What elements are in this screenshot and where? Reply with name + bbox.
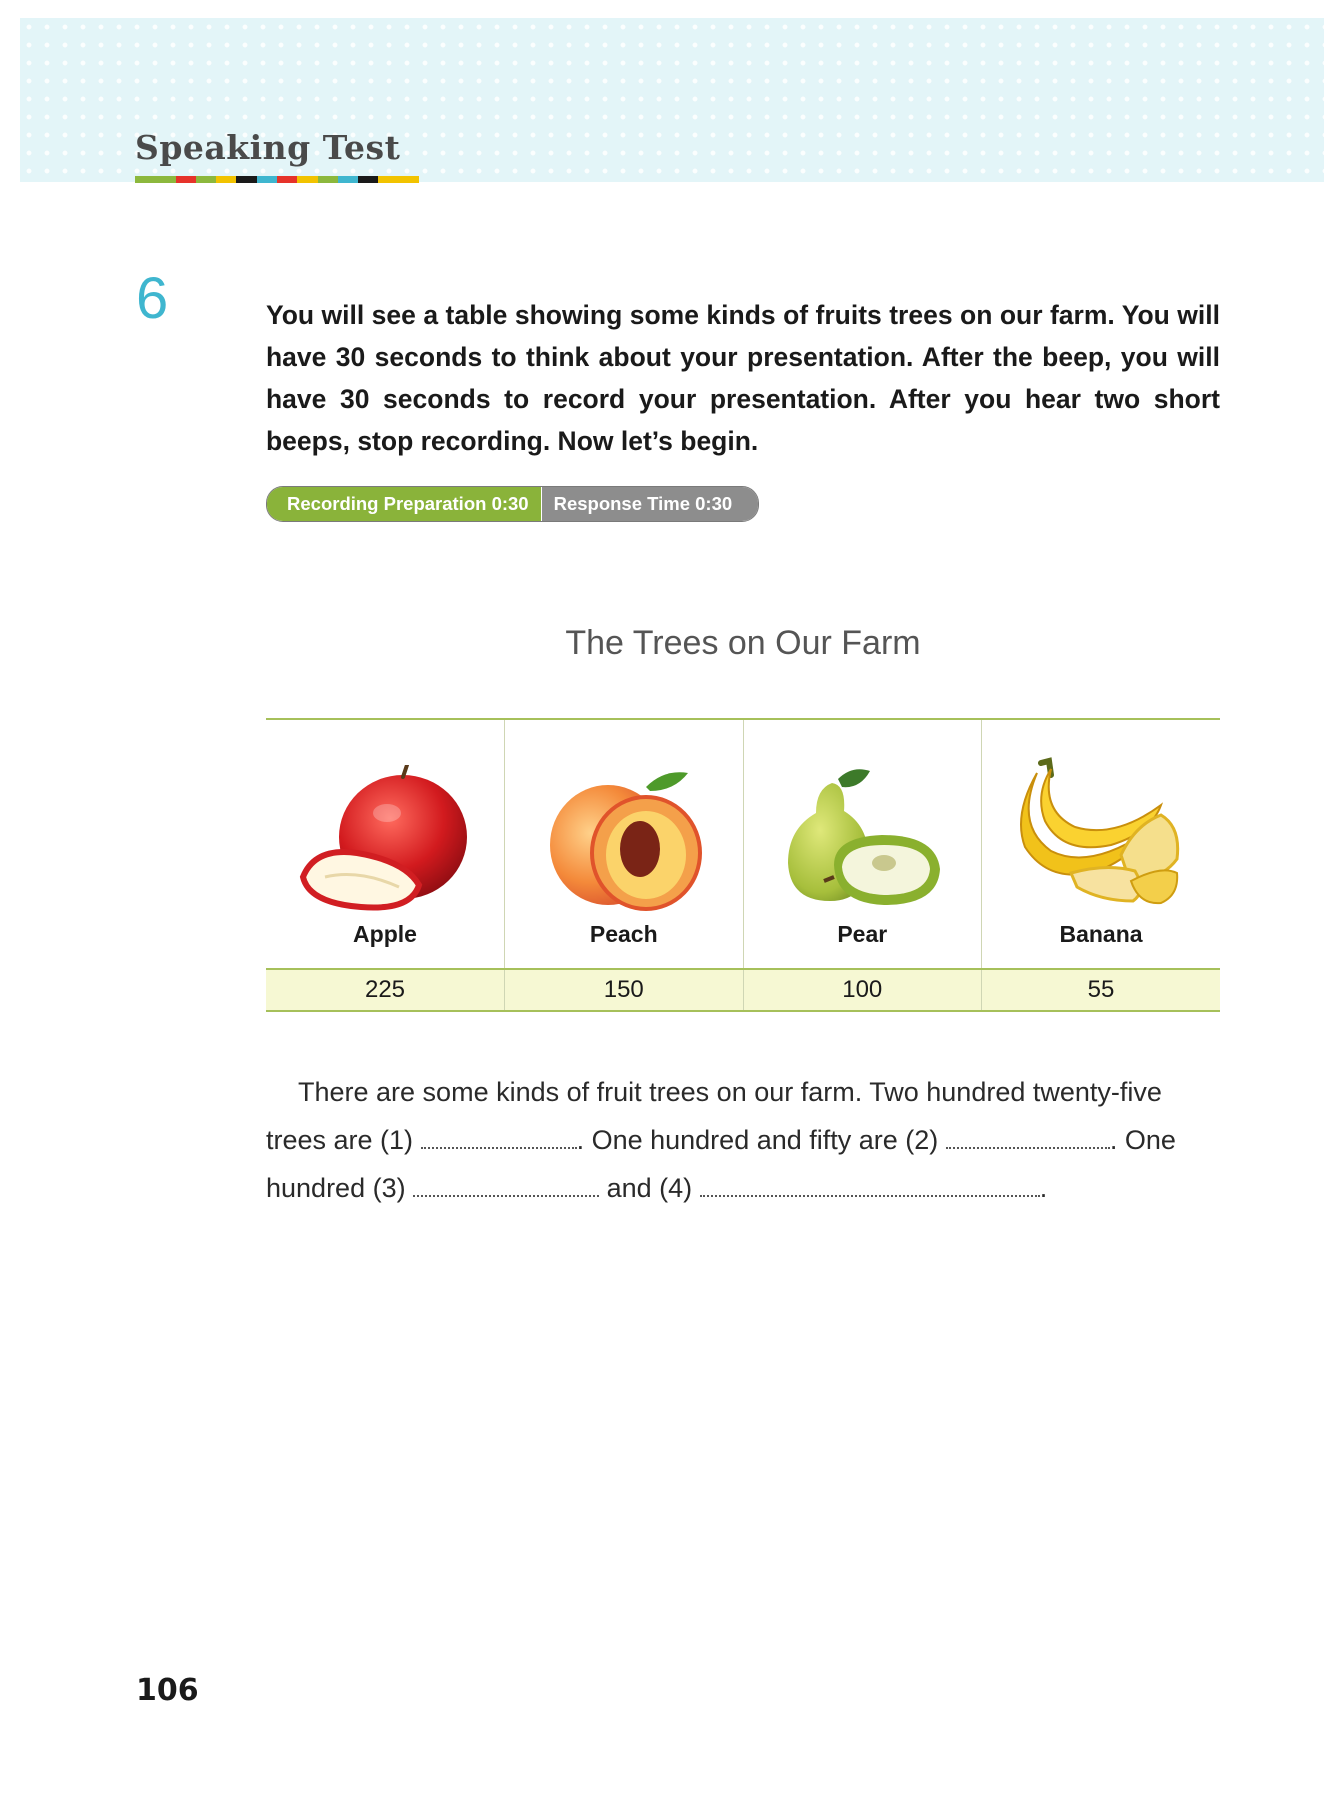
passage-line-2 (266, 1116, 1220, 1164)
blank-2[interactable] (946, 1125, 1110, 1149)
pear-icon (772, 765, 952, 915)
title-bar-segment (318, 176, 338, 183)
title-bar-segment (176, 176, 196, 183)
fruit-cell-apple (266, 719, 505, 969)
page-number: 106 (136, 1673, 199, 1708)
response-time-label: Response Time 0:30 (541, 487, 759, 521)
count-banana: 55 (982, 969, 1221, 1011)
fruit-count-row (266, 969, 1220, 1011)
title-bar-segment (236, 176, 256, 183)
passage-text-3a: hundred (3) (266, 1173, 406, 1203)
title-bar-segment (358, 176, 378, 183)
fruit-cell-pear (743, 719, 982, 969)
fruit-name-pear: Pear (837, 921, 888, 947)
table-title: The Trees on Our Farm (565, 624, 921, 662)
banana-icon (1011, 755, 1191, 915)
passage-line-1 (266, 1068, 1220, 1116)
fruit-name-banana: Banana (1059, 921, 1143, 947)
recording-preparation-label: Recording Preparation 0:30 (267, 487, 541, 521)
fruit-cell-banana (982, 719, 1221, 969)
title-bar-segment (257, 176, 277, 183)
title-bar-segment (135, 176, 155, 183)
fruit-name-peach: Peach (589, 921, 658, 947)
fruit-cell-peach (505, 719, 744, 969)
blank-1[interactable] (421, 1125, 577, 1149)
title-bar-segment (155, 176, 175, 183)
title-bar-segment (378, 176, 398, 183)
title-bar-segment (399, 176, 419, 183)
title-bar-segment (216, 176, 236, 183)
title-bar-segment (338, 176, 358, 183)
passage-sentence-1: There are some kinds of fruit trees on our farm. Two hundred twenty-five (298, 1077, 1162, 1107)
passage-text-3c: . (1039, 1173, 1048, 1203)
title-bar-segment (277, 176, 297, 183)
fill-in-passage (266, 1068, 1220, 1212)
passage-text-2c: . One (1109, 1125, 1176, 1155)
count-apple: 225 (266, 969, 505, 1011)
blank-4[interactable] (700, 1173, 1040, 1197)
apple-icon (295, 765, 475, 915)
count-pear: 100 (743, 969, 982, 1011)
fruit-image-row (266, 719, 1220, 969)
passage-text-2a: trees are (1) (266, 1125, 414, 1155)
fruit-name-apple: Apple (353, 921, 417, 947)
count-peach: 150 (505, 969, 744, 1011)
title-color-bar (135, 176, 419, 183)
section-title: Speaking Test (135, 128, 401, 167)
question-number: 6 (136, 266, 169, 331)
timer-bar (266, 486, 759, 522)
peach-icon (534, 765, 714, 915)
title-bar-segment (297, 176, 317, 183)
blank-3[interactable] (413, 1173, 599, 1197)
passage-text-2b: . One hundred and fifty are (2) (576, 1125, 939, 1155)
passage-line-3 (266, 1164, 1220, 1212)
question-instructions: You will see a table showing some kinds of fruits trees on our farm. You will have 30 seconds to think about your presentation. After the beep, you will have 30 seconds to record your presentation. After you hear two short beeps, stop recording. Now let’s begin. (266, 300, 1220, 456)
passage-text-3b: and (4) (606, 1173, 693, 1203)
fruit-table (266, 718, 1220, 1012)
title-bar-segment (196, 176, 216, 183)
